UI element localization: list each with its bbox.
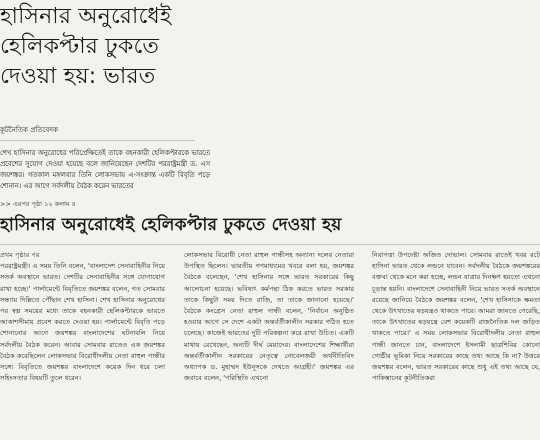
divider	[0, 140, 195, 141]
lede-text: শেখ হাসিনার অনুরোধের পরিপ্রেক্ষিতেই তাকে বহনকারী হেলিকপ্টারকে ভারতে প্রবেশের সুযোগ দেওয়া হয়েছে বলে জানিয়েছেন দেশটির পররাষ্ট্রমন্ত্রী ড. এস জয়শঙ্কর। গতকাল মঙ্গলবার তিনি লোকসভায় এ-সংক্রান্ত একটি বিবৃতি পড়ে শোনান। এর আগে সর্বদলীয় বৈঠক করেন ভারতের	[0, 149, 210, 191]
headline-line-3: দেওয়া হয়: ভারত	[0, 64, 156, 89]
article-column-3	[372, 250, 540, 440]
column-text: পররাষ্ট্রমন্ত্রী। এ সময় তিনি বলেন, 'বাংলাদেশ সেনাবাহিনীর নিয়ে সতর্ক অবস্থানে ভারত। দেশটির সেনাবাহিনীর সঙ্গে যোগাযোগ রাখা হচ্ছে।' পার্লামেন্টে বিবৃতিতে জয়শঙ্কর বলেন, গত সোমবার সন্ধ্যায় দিল্লিতে পৌঁছান শেখ হাসিনা। শেখ হাসিনার অনুরোধের পর স্বল্প সময়ের মধ্যে তাকে বহনকারী হেলিকপ্টারকে ভারতে আকাশসীমায় প্রবেশ করতে দেওয়া হয়। পার্লামেন্টে বিবৃতি পড়ে শোনানোর আগে জয়শঙ্কর বাংলাদেশের ঘটনাবলি নিয়ে সর্বদলীয় বৈঠক করেন। আবার সোমবার রাতেও এক জয়শঙ্কর বৈঠক করেছিলেন লোকসভার বিরোধীদলীয় নেতা রাহুল গান্ধীর সঙ্গে। বিবৃতিতে জয়শঙ্কর বাংলাদেশে কয়েক দিন ধরে চলা সহিংসতার বিষয়টি তুলে ধরেন।	[0, 262, 165, 383]
column-text: লোকসভার বিরোধী নেতা রাহুল গান্ধীসহ অন্যান্য দলের নেতারা উপস্থিত ছিলেন। ভারতীয় গণমাধ্যমের খবরে বলা হয়, জয়শঙ্কর বৈঠকে বলেছেন, 'শেখ হাসিনার সঙ্গে ভারত সরকারের কিছু আলোচনা হয়েছে। ভবিষ্যৎ কর্মপন্থা ঠিক করতে ভারত সরকার তাকে কিছুটা সময় দিতে রাজি, তা তাকে জানানো হয়েছে।' বৈঠকে কংগ্রেস নেতা রাহুল গান্ধী বলেন, 'নির্বাচন অনুষ্ঠিত হওয়ার আগে সে দেশে একটা অন্তর্বর্তীকালীন সরকার গঠিত হতে চলেছে। কাজেই ভারতের দুটি পরিকল্পনা করে রাখা উচিত। একটি মাথায় রেখেছেন, অন্যটি দীর্ঘ মেয়াদের। বাংলাদেশের শিক্ষার্থীরা অন্তর্বর্তীকালীন সরকারের নেতৃত্বে নোবেলজয়ী অর্থনীতিবিদ অধ্যাপক ড. মুহাম্মদ ইউনূসকে দেখতে আগ্রহী।' জয়শঙ্কর এর জবাবে বলেন, 'পরিস্থিতি এখনো	[184, 251, 354, 383]
divider	[0, 244, 540, 245]
byline: কূটনৈতিক প্রতিবেদক	[0, 126, 58, 134]
continuation-headline: হাসিনার অনুরোধেই হেলিকপ্টার ঢুকতে দেওয়া হয়	[0, 215, 342, 235]
column-text: নিরাপত্তা উপদেষ্টা অজিত দোভাল। সোমবার রাতেই খবর রটে হাসিনা ভারত থেকে লন্ডনে যাবেন। সর্বদলীয় বৈঠকে জয়শঙ্করের বক্তব্য থেকে মনে করা হচ্ছে, লন্ডন যাত্রার দিনক্ষণ হয়তো এখনো চূড়ান্ত হয়নি। বাংলাদেশে সেনাবাহিনী নিয়ে ভারত সতর্ক অবস্থানে রয়েছে জানিয়ে বৈঠকে জয়শঙ্কর বলেন, 'শেখ হাসিনাকে ক্ষমতা থেকে উৎখাতের ষড়যন্ত্রও থাকতে পারে। আমরা জানতে পেরেছি, তাকে উৎখাতের ষড়যন্ত্রে বেশ কয়েকটি রাজনৈতিক দল জড়িত থাকতে পারে।' এ সময় লোকসভার বিরোধীদলীয় নেতা রাহুল গান্ধী জানতে চান, বাংলাদেশে ইসলামী ছাত্রশিবির কোনো গোষ্ঠীর ভূমিকা নিয়ে সরকারের কাছে তথ্য আছে কি না? উত্তরে জয়শঙ্কর বলেন, ভারত সরকারের কাছে শুধু এই তথ্য আছে যে, পাকিস্তানের কূটনীতিকরা	[372, 251, 540, 383]
headline-line-2: হেলিকপ্টার ঢুকতে	[0, 34, 160, 59]
headline-line-1: হাসিনার অনুরোধেই	[0, 4, 172, 29]
headline	[0, 2, 210, 92]
lede-paragraph	[0, 148, 210, 192]
continuation-note: >> এরপর পৃষ্ঠা ১২ কলাম ৪	[0, 200, 76, 208]
dateline: প্রথম পৃষ্ঠার পর	[0, 251, 40, 259]
article-column-2	[184, 250, 354, 440]
article-column-1	[0, 250, 165, 440]
